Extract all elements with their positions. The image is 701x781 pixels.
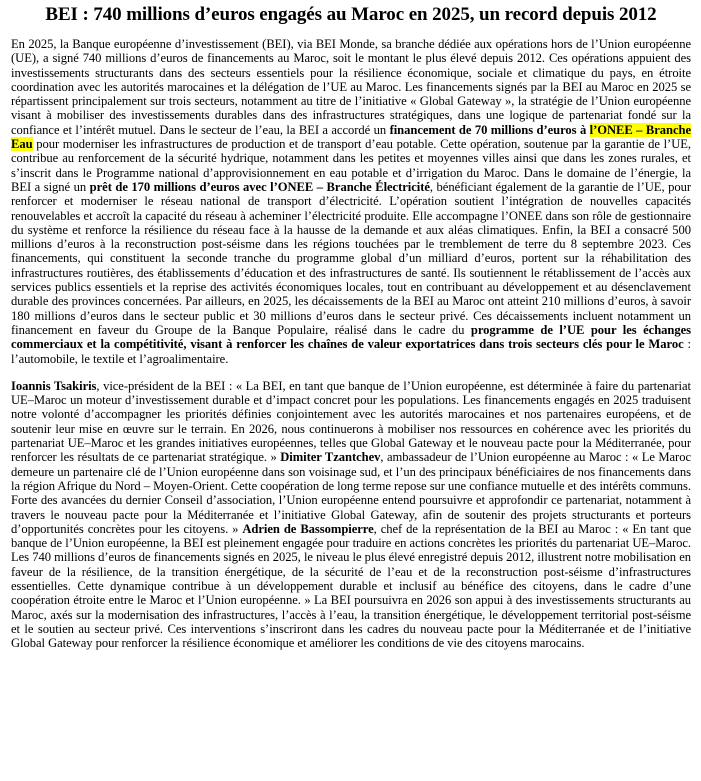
speaker-tsakiris: Ioannis Tsakiris bbox=[11, 378, 97, 393]
bold-electricity-loan: prêt de 170 millions d’euros avec l’ONEE – Branche Électricité bbox=[89, 179, 430, 194]
bold-water-financing: financement de 70 millions d’euros à bbox=[389, 122, 590, 137]
highlighted-onee-water-branch: l’ONEE – Branche Eau bbox=[11, 122, 691, 152]
text-segment: , bénéficiant également de la garantie de l’UE, pour renforcer et moderniser le réseau national de transport d’électricité. L’opération soutient l’intégration de nouvelles capacités renouvelables et accroît la capacité du réseau à acheminer l’électricité produite. Elle accompagne l’ONEE dans son rôle de gestionnaire du système et renforce la résilience du réseau face à la hausse de la demande et aux aléas climatiques. Enfin, la BEI a consacré 500 millions d’euros à la reconstruction post-séisme dans les régions touchées par le tremblement de terre du 8 septembre 2023. Ces financements, qui constituent la seconde tranche du programme global d’un milliard d’euros, portent sur la réhabilitation des infrastructures routières, des établissements d’éducation et des infrastructures de santé. Ils soutiennent le rétablissement de l’accès aux services publics essentiels et la reprise des activités économiques locales, tout en contribuant au développement et au désenclavement durable des provinces concernées. Par ailleurs, en 2025, les décaissements de la BEI au Maroc ont atteint 210 millions d’euros, à savoir 180 millions d’euros dans le secteur public et 30 millions d’euros dans le secteur privé. Ces décaissements incluent notamment un financement en faveur du Groupe de la Banque Populaire, réalisé dans le cadre du bbox=[11, 179, 691, 337]
text-segment: pour moderniser les infrastructures de production et de transport d’eau potable. Cette opération, soutenue par la garantie de l’UE, contribue au renforcement de la sécurité hydrique, notamment dans les petites et moyennes villes ainsi que dans les zones rurales, et s’inscrit dans le Programme national d’approvisionnement en eau potable et d’irrigation du Maroc. Dans le domaine de l’énergie, la BEI a signé un bbox=[11, 137, 691, 194]
speaker-tzantchev: Dimiter Tzantchev bbox=[280, 450, 381, 465]
quote-tsakiris: , vice-président de la BEI : « La BEI, en tant que banque de l’Union européenne, est déterminée à faire du partenariat UE–Maroc un moteur d’investissement durable et d’impact concret pour les populations. Les financements engagés en 2025 traduisent notre volonté d’accompagner les priorités définies conjointement avec les autorités marocaines et nos partenaires européens, et de soutenir leur mise en œuvre sur le terrain. En 2026, nous continuerons à mobiliser nos ressources en cohérence avec les priorités du partenariat UE–Maroc et les grandes initiatives européennes, telles que Global Gateway et le nouveau pacte pour la Méditerranée, pour renforcer les résultats de ce partenariat stratégique. » bbox=[11, 378, 691, 465]
quote-de-bassompierre: , chef de la représentation de la BEI au Maroc : « En tant que banque de l’Union européenne, la BEI est pleinement engagée pour traduire en actions concrètes les priorités du partenariat UE–Maroc. Les 740 millions d’euros de financements signés en 2025, le niveau le plus élevé enregistré depuis 2012, illustrent notre mobilisation en faveur de la résilience, de la transition énergétique, de la sécurité de l’eau et de la reconstruction post-séisme d’infrastructures essentielles. Cette dynamique contribue à un développement durable et inclusif au bénéfice des citoyens, dans le cadre d’une coopération étroite entre le Maroc et l’Union européenne. » La BEI poursuivra en 2026 son appui à des investissements structurants au Maroc, axés sur la modernisation des infrastructures, l’accès à l’eau, la transition énergétique, le développement territorial post-séisme et le soutien au secteur privé. Ces interventions s’inscriront dans les cadres du nouveau pacte pour la Méditerranée et de l’initiative Global Gateway pour renforcer la résilience économique et améliorer les conditions de vie des citoyens marocains. bbox=[11, 521, 691, 651]
paragraph-financing-overview bbox=[11, 37, 691, 366]
paragraph-quotes bbox=[11, 379, 691, 651]
text-segment: En 2025, la Banque européenne d’investissement (BEI), via BEI Monde, sa branche dédiée aux opérations hors de l’Union européenne (UE), a signé 740 millions d’euros de financements au Maroc, soit le montant le plus élevé depuis 2012. Ces opérations appuient des investissements structurants dans des secteurs essentiels pour la résilience économique, sociale et climatique du pays, en étroite coordination avec les autorités marocaines et la délégation de l’UE au Maroc. Les financements signés par la BEI au Maroc en 2025 se répartissent principalement sur trois secteurs, notamment au titre de l’initiative « Global Gateway », la stratégie de l’Union européenne visant à mobiliser des investissements durables dans des infrastructures stratégiques, dans une logique de partenariat fondé sur la confiance et l’intérêt mutuel. Dans le secteur de l’eau, la BEI a accordé un bbox=[11, 37, 691, 137]
quote-tzantchev: , ambassadeur de l’Union européenne au Maroc : « Le Maroc demeure un partenaire clé de l’Union européenne dans son voisinage sud, et l’un des principaux bénéficiaires de nos financements dans la région Afrique du Nord – Moyen-Orient. Cette coopération de long terme repose sur une confiance mutuelle et des intérêts communs. Forte des avancées du dernier Conseil d’association, l’Union européenne entend poursuivre et approfondir ce partenariat, notamment à travers le nouveau pacte pour la Méditerranée et l’initiative Global Gateway, afin de soutenir des projets structurants et porteurs d’opportunités concrètes pour les citoyens. » bbox=[11, 450, 691, 536]
bold-eu-trade-programme: programme de l’UE pour les échanges commerciaux et la compétitivité, visant à renforcer les chaînes de valeur exportatrices dans trois secteurs clés pour le Maroc bbox=[11, 322, 691, 352]
speaker-de-bassompierre: Adrien de Bassompierre bbox=[242, 521, 374, 536]
text-segment: : l’automobile, le textile et l’agroalimentaire. bbox=[11, 337, 691, 366]
article-title: BEI : 740 millions d’euros engagés au Maroc en 2025, un record depuis 2012 bbox=[45, 4, 657, 25]
